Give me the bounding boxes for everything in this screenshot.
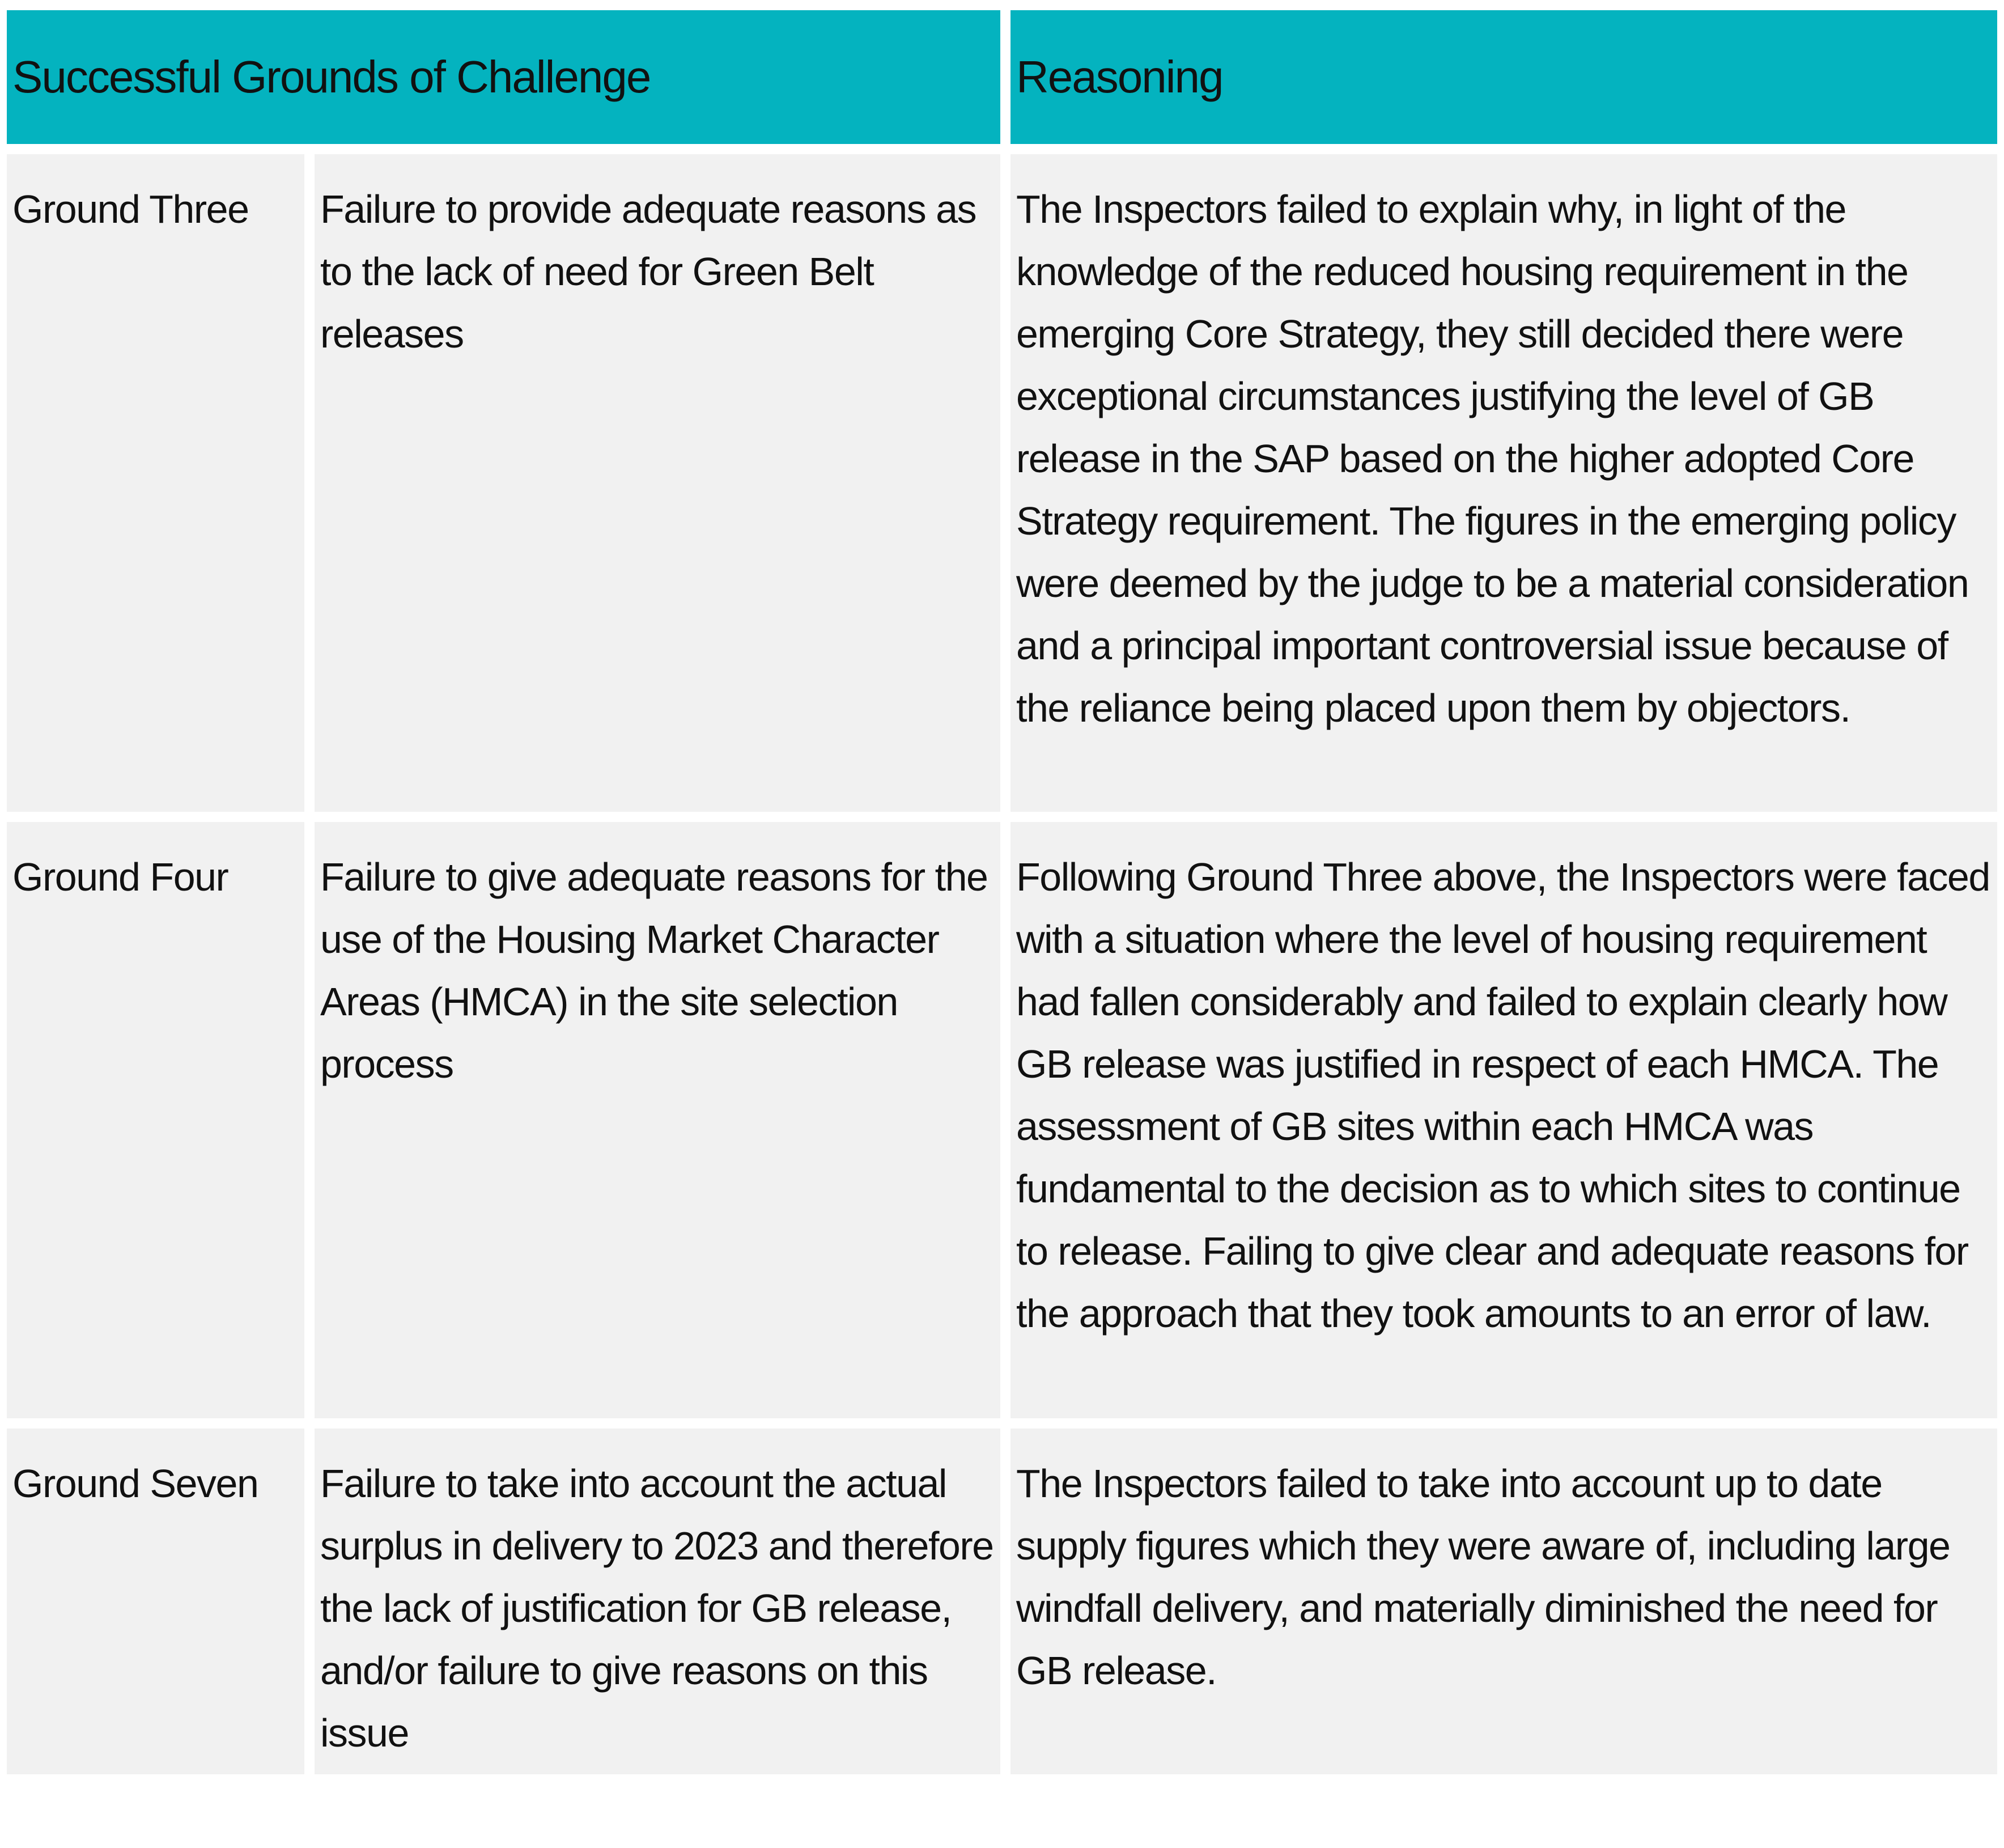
ground-description: Failure to provide adequate reasons as to the lack of need for Green Belt releases [320, 187, 976, 356]
ground-description: Failure to give adequate reasons for the use of the Housing Market Character Areas (HMCA) in the site selection process [320, 855, 988, 1086]
ground-description-cell [315, 154, 1000, 812]
reasoning-text: The Inspectors failed to explain why, in light of the knowledge of the reduced housing requirement in the emerging Core Strategy, they still decided there were exceptional circumstances justifying the level of GB release in the SAP based on the higher adopted Core Strategy requirement. The figures in the emerging policy were deemed by the judge to be a material consideration and a principal important controversial issue because of the reliance being placed upon them by objectors. [1016, 187, 1969, 730]
ground-name-cell [7, 1429, 304, 1774]
ground-name: Ground Seven [12, 1461, 258, 1506]
reasoning-cell [1011, 1429, 1997, 1774]
ground-name: Ground Four [12, 855, 228, 899]
ground-description-cell [315, 822, 1000, 1418]
header-reasoning [1011, 10, 1997, 144]
reasoning-text: The Inspectors failed to take into account up to date supply figures which they were aware of, including large windfall delivery, and materially diminished the need for GB release. [1016, 1461, 1950, 1693]
header-grounds-of-challenge [7, 10, 1000, 144]
ground-description-cell [315, 1429, 1000, 1774]
header-grounds-label: Successful Grounds of Challenge [12, 52, 651, 102]
ground-description: Failure to take into account the actual surplus in delivery to 2023 and therefore the lack of justification for GB release, and/or failure to give reasons on this issue [320, 1461, 993, 1755]
ground-name-cell [7, 822, 304, 1418]
reasoning-cell [1011, 154, 1997, 812]
reasoning-text: Following Ground Three above, the Inspectors were faced with a situation where the level of housing requirement had fallen considerably and failed to explain clearly how GB release was justified in respect of each HMCA. The assessment of GB sites within each HMCA was fundamental to the decision as to which sites to continue to release. Failing to give clear and adequate reasons for the approach that they took amounts to an error of law. [1016, 855, 1990, 1336]
reasoning-cell [1011, 822, 1997, 1418]
ground-name-cell [7, 154, 304, 812]
ground-name: Ground Three [12, 187, 249, 231]
header-reasoning-label: Reasoning [1016, 52, 1223, 102]
